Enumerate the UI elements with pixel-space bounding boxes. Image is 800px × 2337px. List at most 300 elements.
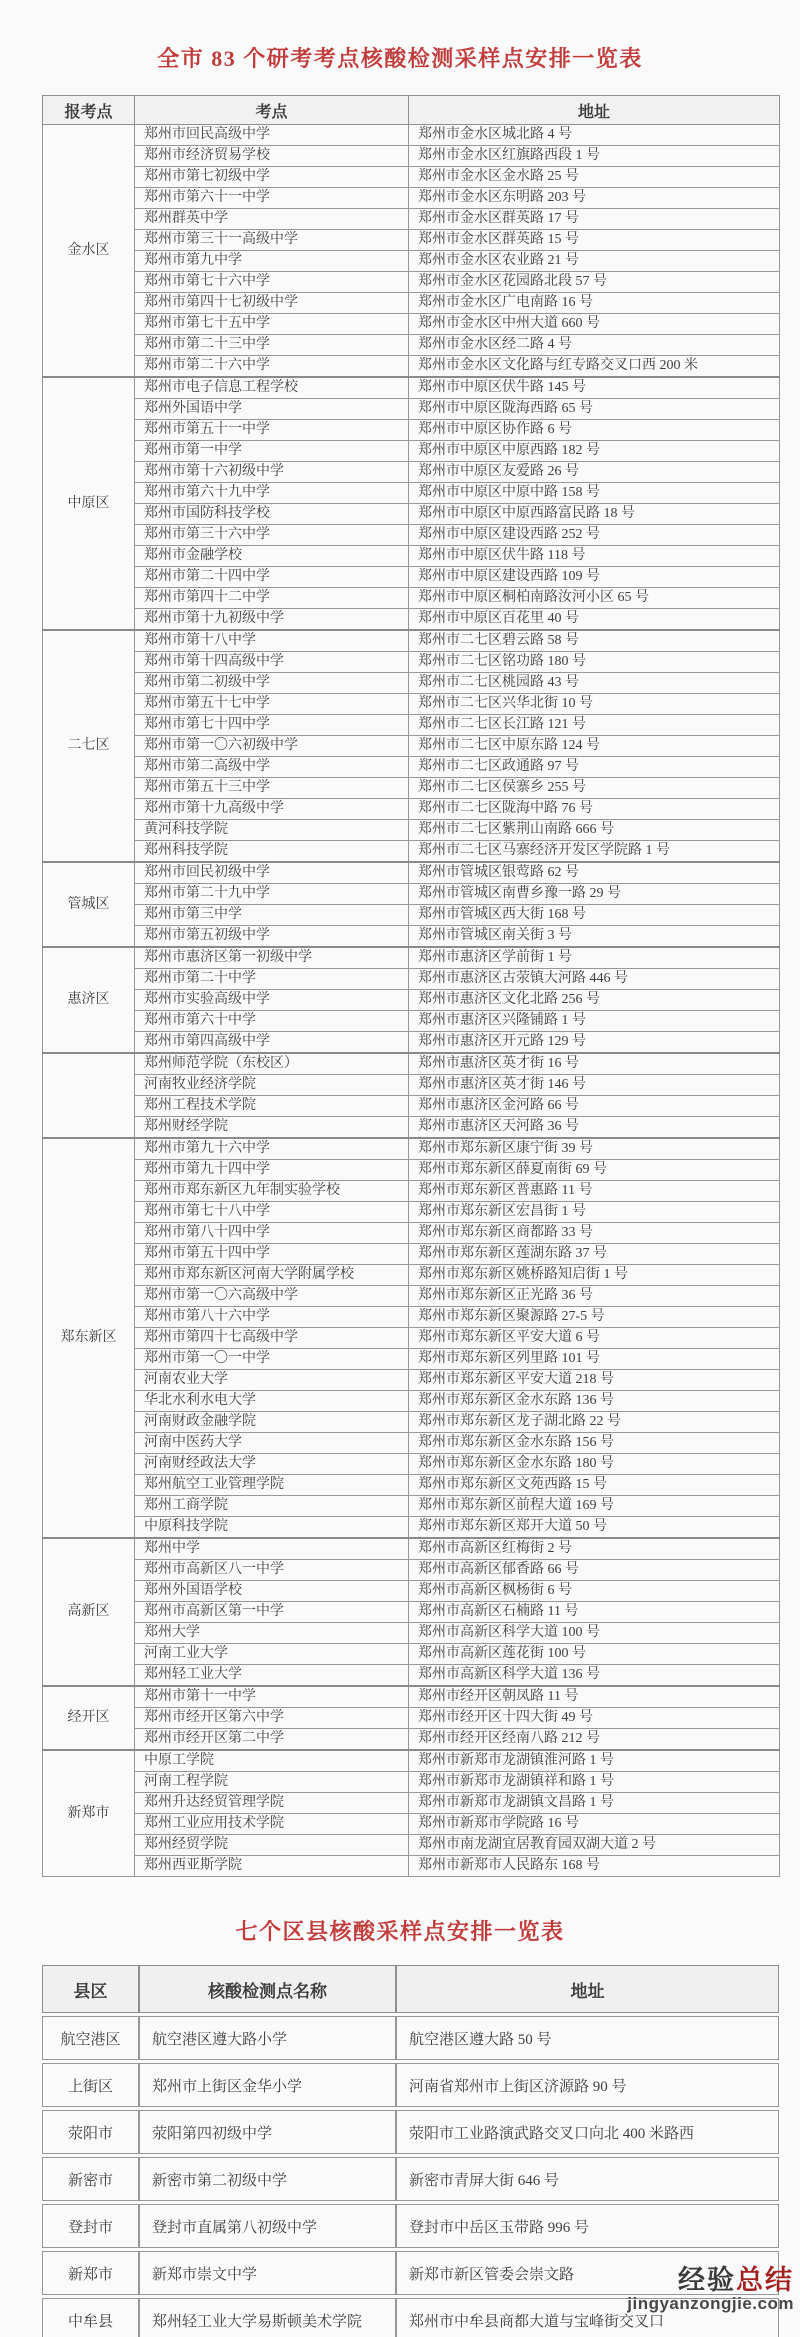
site-cell: 黄河科技学院 — [135, 820, 409, 841]
address-cell: 郑州市金水区红旗路西段 1 号 — [409, 146, 780, 167]
address-cell: 郑州市管城区银莺路 62 号 — [409, 862, 780, 884]
address-cell: 郑州市郑东新区郑开大道 50 号 — [409, 1517, 780, 1539]
address-cell: 郑州市郑东新区龙子湖北路 22 号 — [409, 1412, 780, 1433]
district-cell: 荥阳市 — [42, 2110, 139, 2154]
site-cell: 郑州市第十九初级中学 — [135, 609, 409, 631]
site-cell: 郑州市第五十一中学 — [135, 420, 409, 441]
site-cell: 郑州财经学院 — [135, 1117, 409, 1139]
address-cell: 河南省郑州市上街区济源路 90 号 — [396, 2063, 779, 2107]
district-cell: 经开区 — [43, 1686, 135, 1750]
table-row — [43, 314, 780, 335]
site-cell: 郑州市第七十八中学 — [135, 1202, 409, 1223]
table-row — [43, 1181, 780, 1202]
site-cell: 郑州市上街区金华小学 — [139, 2063, 396, 2107]
site-cell: 郑州市第二初级中学 — [135, 673, 409, 694]
site-cell: 郑州市郑东新区九年制实验学校 — [135, 1181, 409, 1202]
exam-sites-table — [42, 95, 780, 1877]
address-cell: 郑州市中牟县商都大道与宝峰街交叉口 — [396, 2298, 779, 2337]
site-cell: 郑州市第三中学 — [135, 905, 409, 926]
table-row — [43, 1412, 780, 1433]
table-row — [43, 525, 780, 546]
table-row — [42, 2063, 779, 2107]
site-cell: 郑州工商学院 — [135, 1496, 409, 1517]
site-cell: 郑州市第十九高级中学 — [135, 799, 409, 820]
site-cell: 郑州市回民初级中学 — [135, 862, 409, 884]
table-row — [43, 377, 780, 399]
address-cell: 郑州市金水区花园路北段 57 号 — [409, 272, 780, 293]
address-cell: 郑州市中原区陇海西路 65 号 — [409, 399, 780, 420]
address-cell: 郑州市郑东新区普惠路 11 号 — [409, 1181, 780, 1202]
table-row — [43, 125, 780, 146]
table-row — [43, 588, 780, 609]
table-row — [43, 630, 780, 652]
table-row — [43, 1560, 780, 1581]
table-row — [43, 462, 780, 483]
district-cell: 中牟县 — [42, 2298, 139, 2337]
table-row — [43, 1602, 780, 1623]
table-row — [43, 841, 780, 863]
address-cell: 郑州市二七区中原东路 124 号 — [409, 736, 780, 757]
site-cell: 郑州市惠济区第一初级中学 — [135, 947, 409, 969]
site-cell: 郑州外国语学校 — [135, 1581, 409, 1602]
table-row — [43, 1075, 780, 1096]
table-row — [43, 441, 780, 462]
table1-header-district: 报考点 — [43, 96, 135, 125]
address-cell: 郑州市金水区农业路 21 号 — [409, 251, 780, 272]
site-cell: 河南工业大学 — [135, 1644, 409, 1665]
address-cell: 郑州市经开区经南八路 212 号 — [409, 1729, 780, 1751]
table2-header-row — [42, 1965, 779, 2013]
address-cell: 郑州市二七区紫荆山南路 666 号 — [409, 820, 780, 841]
site-cell: 新郑市崇文中学 — [139, 2251, 396, 2295]
address-cell: 郑州市郑东新区金水东路 180 号 — [409, 1454, 780, 1475]
site-cell: 中原科技学院 — [135, 1517, 409, 1539]
site-cell: 郑州市第一〇一中学 — [135, 1349, 409, 1370]
site-cell: 郑州市第五十七中学 — [135, 694, 409, 715]
table-row — [43, 1708, 780, 1729]
address-cell: 郑州市二七区兴华北街 10 号 — [409, 694, 780, 715]
table-row — [43, 272, 780, 293]
table-row — [43, 1011, 780, 1032]
site-cell: 郑州市经开区第二中学 — [135, 1729, 409, 1751]
site-cell: 郑州市第二高级中学 — [135, 757, 409, 778]
site-cell: 郑州市第五十四中学 — [135, 1244, 409, 1265]
address-cell: 郑州市二七区碧云路 58 号 — [409, 630, 780, 652]
site-cell: 郑州市第七初级中学 — [135, 167, 409, 188]
table1-header-row — [43, 96, 780, 125]
site-cell: 郑州轻工业大学易斯顿美术学院 — [139, 2298, 396, 2337]
site-cell: 郑州市第十六初级中学 — [135, 462, 409, 483]
address-cell: 航空港区遵大路 50 号 — [396, 2016, 779, 2060]
table-row — [43, 167, 780, 188]
table-row — [43, 1138, 780, 1160]
table-row — [43, 1117, 780, 1139]
district-cell: 登封市 — [42, 2204, 139, 2248]
address-cell: 郑州市郑东新区平安大道 6 号 — [409, 1328, 780, 1349]
site-watermark — [627, 2266, 794, 2314]
address-cell: 郑州市金水区群英路 17 号 — [409, 209, 780, 230]
address-cell: 郑州市二七区桃园路 43 号 — [409, 673, 780, 694]
table-row — [43, 1517, 780, 1539]
site-cell: 郑州市第四十二中学 — [135, 588, 409, 609]
table-row — [42, 2204, 779, 2248]
site-cell: 航空港区遵大路小学 — [139, 2016, 396, 2060]
address-cell: 郑州市惠济区金河路 66 号 — [409, 1096, 780, 1117]
address-cell: 郑州市郑东新区莲湖东路 37 号 — [409, 1244, 780, 1265]
site-cell: 郑州市第六十九中学 — [135, 483, 409, 504]
table-row — [43, 799, 780, 820]
address-cell: 郑州市郑东新区前程大道 169 号 — [409, 1496, 780, 1517]
address-cell: 郑州市郑东新区列里路 101 号 — [409, 1349, 780, 1370]
table-row — [43, 715, 780, 736]
site-cell: 郑州市高新区第一中学 — [135, 1602, 409, 1623]
site-cell: 郑州市第二十四中学 — [135, 567, 409, 588]
table-row — [43, 251, 780, 272]
site-cell: 郑州市第十一中学 — [135, 1686, 409, 1708]
table-row — [43, 1307, 780, 1328]
site-cell: 郑州市第二十九中学 — [135, 884, 409, 905]
address-cell: 郑州市郑东新区文苑西路 15 号 — [409, 1475, 780, 1496]
site-cell: 河南财经政法大学 — [135, 1454, 409, 1475]
site-cell: 郑州市第二十三中学 — [135, 335, 409, 356]
site-cell: 郑州中学 — [135, 1538, 409, 1560]
address-cell: 郑州市郑东新区聚源路 27-5 号 — [409, 1307, 780, 1328]
site-cell: 郑州市第五初级中学 — [135, 926, 409, 948]
site-cell: 郑州群英中学 — [135, 209, 409, 230]
site-cell: 郑州市第八十六中学 — [135, 1307, 409, 1328]
site-cell: 郑州外国语中学 — [135, 399, 409, 420]
table-row — [43, 1644, 780, 1665]
address-cell: 郑州市高新区莲花街 100 号 — [409, 1644, 780, 1665]
site-cell: 郑州市第十四高级中学 — [135, 652, 409, 673]
site-cell: 新密市第二初级中学 — [139, 2157, 396, 2201]
table1-header-site: 考点 — [135, 96, 409, 125]
table-row — [43, 820, 780, 841]
table-row — [43, 1835, 780, 1856]
address-cell: 郑州市高新区红梅街 2 号 — [409, 1538, 780, 1560]
site-cell: 郑州市第六十中学 — [135, 1011, 409, 1032]
site-cell: 郑州航空工业管理学院 — [135, 1475, 409, 1496]
address-cell: 登封市中岳区玉带路 996 号 — [396, 2204, 779, 2248]
address-cell: 郑州市二七区马寨经济开发区学院路 1 号 — [409, 841, 780, 863]
address-cell: 郑州市郑东新区正光路 36 号 — [409, 1286, 780, 1307]
district-cell: 郑东新区 — [43, 1138, 135, 1538]
table-row — [43, 1328, 780, 1349]
table-row — [43, 1475, 780, 1496]
address-cell: 郑州市经开区朝凤路 11 号 — [409, 1686, 780, 1708]
table-row — [43, 1538, 780, 1560]
site-cell: 郑州师范学院（东校区） — [135, 1053, 409, 1075]
address-cell: 郑州市新郑市龙湖镇祥和路 1 号 — [409, 1772, 780, 1793]
address-cell: 郑州市中原区建设西路 252 号 — [409, 525, 780, 546]
table-row — [43, 567, 780, 588]
table-row — [43, 293, 780, 314]
site-cell: 郑州市高新区八一中学 — [135, 1560, 409, 1581]
district-cell: 惠济区 — [43, 947, 135, 1053]
table2-title: 七个区县核酸采样点安排一览表 — [235, 1919, 565, 1944]
site-cell: 郑州工程技术学院 — [135, 1096, 409, 1117]
site-cell: 郑州市第九中学 — [135, 251, 409, 272]
site-cell: 郑州市实验高级中学 — [135, 990, 409, 1011]
address-cell: 郑州市中原区友爱路 26 号 — [409, 462, 780, 483]
site-cell: 郑州市经开区第六中学 — [135, 1708, 409, 1729]
address-cell: 郑州市高新区科学大道 136 号 — [409, 1665, 780, 1687]
address-cell: 郑州市郑东新区姚桥路知启街 1 号 — [409, 1265, 780, 1286]
district-cell: 新郑市 — [43, 1750, 135, 1877]
address-cell: 郑州市惠济区古荥镇大河路 446 号 — [409, 969, 780, 990]
address-cell: 郑州市金水区群英路 15 号 — [409, 230, 780, 251]
site-cell: 河南农业大学 — [135, 1370, 409, 1391]
site-cell: 郑州市第九十六中学 — [135, 1138, 409, 1160]
table2-header-address: 地址 — [396, 1965, 779, 2013]
address-cell: 郑州市中原区中原西路 182 号 — [409, 441, 780, 462]
site-cell: 郑州市第一〇六初级中学 — [135, 736, 409, 757]
address-cell: 郑州市郑东新区金水东路 136 号 — [409, 1391, 780, 1412]
site-cell: 郑州西亚斯学院 — [135, 1856, 409, 1877]
address-cell: 郑州市金水区金水路 25 号 — [409, 167, 780, 188]
table-row — [43, 1793, 780, 1814]
site-cell: 华北水利水电大学 — [135, 1391, 409, 1412]
table-row — [43, 905, 780, 926]
table-row — [42, 2016, 779, 2060]
site-cell: 河南财政金融学院 — [135, 1412, 409, 1433]
watermark-logo — [627, 2266, 794, 2295]
table-row — [43, 1202, 780, 1223]
table-row — [43, 1265, 780, 1286]
address-cell: 郑州市二七区铭功路 180 号 — [409, 652, 780, 673]
table-row — [43, 1391, 780, 1412]
site-cell: 郑州市第四高级中学 — [135, 1032, 409, 1054]
address-cell: 郑州市金水区经二路 4 号 — [409, 335, 780, 356]
site-cell: 郑州工业应用技术学院 — [135, 1814, 409, 1835]
site-cell: 郑州市经济贸易学校 — [135, 146, 409, 167]
address-cell: 郑州市中原区百花里 40 号 — [409, 609, 780, 631]
table-row — [42, 2110, 779, 2154]
district-cell: 高新区 — [43, 1538, 135, 1686]
table-row — [43, 694, 780, 715]
address-cell: 郑州市二七区政通路 97 号 — [409, 757, 780, 778]
address-cell: 新郑市新区管委会崇文路 — [396, 2251, 779, 2295]
address-cell: 郑州市高新区石楠路 11 号 — [409, 1602, 780, 1623]
site-cell: 郑州轻工业大学 — [135, 1665, 409, 1687]
site-cell: 河南工程学院 — [135, 1772, 409, 1793]
address-cell: 郑州市经开区十四大街 49 号 — [409, 1708, 780, 1729]
address-cell: 郑州市惠济区天河路 36 号 — [409, 1117, 780, 1139]
district-cell: 新密市 — [42, 2157, 139, 2201]
table-row — [43, 1814, 780, 1835]
district-cell: 二七区 — [43, 630, 135, 862]
table-row — [43, 504, 780, 525]
address-cell: 郑州市新郑市龙湖镇文昌路 1 号 — [409, 1793, 780, 1814]
address-cell: 郑州市中原区中原西路富民路 18 号 — [409, 504, 780, 525]
address-cell: 郑州市金水区城北路 4 号 — [409, 125, 780, 146]
table-row — [43, 1032, 780, 1054]
district-cell: 上街区 — [42, 2063, 139, 2107]
table-row — [43, 652, 780, 673]
site-cell: 郑州市第五十三中学 — [135, 778, 409, 799]
address-cell: 郑州市高新区枫杨街 6 号 — [409, 1581, 780, 1602]
site-cell: 郑州市第一中学 — [135, 441, 409, 462]
address-cell: 郑州市惠济区英才街 146 号 — [409, 1075, 780, 1096]
district-cell: 中原区 — [43, 377, 135, 630]
address-cell: 郑州市惠济区学前街 1 号 — [409, 947, 780, 969]
address-cell: 郑州市中原区伏牛路 118 号 — [409, 546, 780, 567]
table-row — [43, 1856, 780, 1877]
site-cell: 郑州市第十八中学 — [135, 630, 409, 652]
table-row — [43, 188, 780, 209]
address-cell: 郑州市新郑市龙湖镇淮河路 1 号 — [409, 1750, 780, 1772]
address-cell: 荥阳市工业路演武路交叉口向北 400 米路西 — [396, 2110, 779, 2154]
table-row — [43, 673, 780, 694]
address-cell: 郑州市管城区西大街 168 号 — [409, 905, 780, 926]
site-cell: 河南牧业经济学院 — [135, 1075, 409, 1096]
table-row — [43, 1772, 780, 1793]
address-cell: 郑州市惠济区开元路 129 号 — [409, 1032, 780, 1054]
site-cell: 中原工学院 — [135, 1750, 409, 1772]
table-row — [43, 609, 780, 631]
site-cell: 郑州经贸学院 — [135, 1835, 409, 1856]
table-row — [43, 335, 780, 356]
address-cell: 郑州市二七区侯寨乡 255 号 — [409, 778, 780, 799]
table-row — [43, 1053, 780, 1075]
table-row — [43, 736, 780, 757]
site-cell: 河南中医药大学 — [135, 1433, 409, 1454]
address-cell: 郑州市高新区郁香路 66 号 — [409, 1560, 780, 1581]
table-row — [43, 1729, 780, 1751]
table1-header-address: 地址 — [409, 96, 780, 125]
watermark-text-red: 总结 — [736, 2265, 794, 2295]
site-cell: 郑州市第三十六中学 — [135, 525, 409, 546]
address-cell: 郑州市新郑市学院路 16 号 — [409, 1814, 780, 1835]
site-cell: 郑州市国防科技学校 — [135, 504, 409, 525]
table2-header-site: 核酸检测点名称 — [139, 1965, 396, 2013]
address-cell: 新密市青屏大街 646 号 — [396, 2157, 779, 2201]
district-cell: 金水区 — [43, 125, 135, 378]
table1-title: 全市 83 个研考考点核酸检测采样点安排一览表 — [157, 46, 643, 71]
table-row — [43, 209, 780, 230]
district-cell: 航空港区 — [42, 2016, 139, 2060]
address-cell: 郑州市中原区中原中路 158 号 — [409, 483, 780, 504]
address-cell: 郑州市郑东新区宏昌街 1 号 — [409, 1202, 780, 1223]
site-cell: 郑州市金融学校 — [135, 546, 409, 567]
address-cell: 郑州市高新区科学大道 100 号 — [409, 1623, 780, 1644]
site-cell: 郑州市第四十七初级中学 — [135, 293, 409, 314]
site-cell: 荥阳第四初级中学 — [139, 2110, 396, 2154]
site-cell: 郑州市第九十四中学 — [135, 1160, 409, 1181]
table-row — [43, 1454, 780, 1475]
site-cell: 郑州市回民高级中学 — [135, 125, 409, 146]
address-cell: 郑州市二七区长江路 121 号 — [409, 715, 780, 736]
table-row — [43, 546, 780, 567]
table-row — [43, 146, 780, 167]
table-row — [43, 1686, 780, 1708]
table-row — [43, 862, 780, 884]
address-cell: 郑州市南龙湖宜居教育园双湖大道 2 号 — [409, 1835, 780, 1856]
district-cell: 管城区 — [43, 862, 135, 947]
address-cell: 郑州市金水区中州大道 660 号 — [409, 314, 780, 335]
table-row — [43, 483, 780, 504]
table-row — [43, 1623, 780, 1644]
table-row — [43, 230, 780, 251]
table-row — [43, 947, 780, 969]
address-cell: 郑州市惠济区兴隆铺路 1 号 — [409, 1011, 780, 1032]
address-cell: 郑州市金水区广电南路 16 号 — [409, 293, 780, 314]
site-cell: 郑州市电子信息工程学校 — [135, 377, 409, 399]
table-row — [43, 1433, 780, 1454]
table-row — [42, 2157, 779, 2201]
address-cell: 郑州市郑东新区金水东路 156 号 — [409, 1433, 780, 1454]
site-cell: 郑州科技学院 — [135, 841, 409, 863]
table-row — [43, 1496, 780, 1517]
table-row — [43, 420, 780, 441]
site-cell: 郑州市第二十中学 — [135, 969, 409, 990]
site-cell: 郑州市第七十四中学 — [135, 715, 409, 736]
site-cell: 登封市直属第八初级中学 — [139, 2204, 396, 2248]
address-cell: 郑州市惠济区文化北路 256 号 — [409, 990, 780, 1011]
table-row — [43, 969, 780, 990]
address-cell: 郑州市二七区陇海中路 76 号 — [409, 799, 780, 820]
address-cell: 郑州市金水区东明路 203 号 — [409, 188, 780, 209]
site-cell: 郑州大学 — [135, 1623, 409, 1644]
table-row — [43, 1223, 780, 1244]
district-cell — [43, 1053, 135, 1138]
address-cell: 郑州市郑东新区平安大道 218 号 — [409, 1370, 780, 1391]
table-row — [43, 926, 780, 948]
address-cell: 郑州市金水区文化路与红专路交叉口西 200 米 — [409, 356, 780, 378]
address-cell: 郑州市新郑市人民路东 168 号 — [409, 1856, 780, 1877]
table-row — [43, 884, 780, 905]
table-row — [43, 1286, 780, 1307]
address-cell: 郑州市中原区协作路 6 号 — [409, 420, 780, 441]
site-cell: 郑州市第一〇六高级中学 — [135, 1286, 409, 1307]
table-row — [43, 1096, 780, 1117]
table-row — [43, 1370, 780, 1391]
table-row — [43, 1665, 780, 1687]
address-cell: 郑州市中原区伏牛路 145 号 — [409, 377, 780, 399]
address-cell: 郑州市管城区南曹乡豫一路 29 号 — [409, 884, 780, 905]
watermark-url: jingyanzongjie.com — [627, 2294, 794, 2314]
table2-header-district: 县区 — [42, 1965, 139, 2013]
address-cell: 郑州市管城区南关街 3 号 — [409, 926, 780, 948]
table-row — [43, 1160, 780, 1181]
table-row — [43, 778, 780, 799]
district-cell: 新郑市 — [42, 2251, 139, 2295]
site-cell: 郑州市第八十四中学 — [135, 1223, 409, 1244]
address-cell: 郑州市郑东新区薛夏南街 69 号 — [409, 1160, 780, 1181]
address-cell: 郑州市惠济区英才街 16 号 — [409, 1053, 780, 1075]
site-cell: 郑州市第二十六中学 — [135, 356, 409, 378]
table-row — [43, 1581, 780, 1602]
watermark-text-dark: 经验 — [678, 2265, 736, 2295]
table-row — [43, 1349, 780, 1370]
site-cell: 郑州升达经贸管理学院 — [135, 1793, 409, 1814]
site-cell: 郑州市第六十一中学 — [135, 188, 409, 209]
table-row — [43, 356, 780, 378]
address-cell: 郑州市郑东新区康宁街 39 号 — [409, 1138, 780, 1160]
site-cell: 郑州市第七十五中学 — [135, 314, 409, 335]
table-row — [43, 1244, 780, 1265]
table-row — [43, 757, 780, 778]
site-cell: 郑州市第三十一高级中学 — [135, 230, 409, 251]
site-cell: 郑州市郑东新区河南大学附属学校 — [135, 1265, 409, 1286]
table-row — [43, 399, 780, 420]
table-row — [43, 1750, 780, 1772]
site-cell: 郑州市第七十六中学 — [135, 272, 409, 293]
site-cell: 郑州市第四十七高级中学 — [135, 1328, 409, 1349]
address-cell: 郑州市郑东新区商都路 33 号 — [409, 1223, 780, 1244]
address-cell: 郑州市中原区建设西路 109 号 — [409, 567, 780, 588]
address-cell: 郑州市中原区桐柏南路汝河小区 65 号 — [409, 588, 780, 609]
